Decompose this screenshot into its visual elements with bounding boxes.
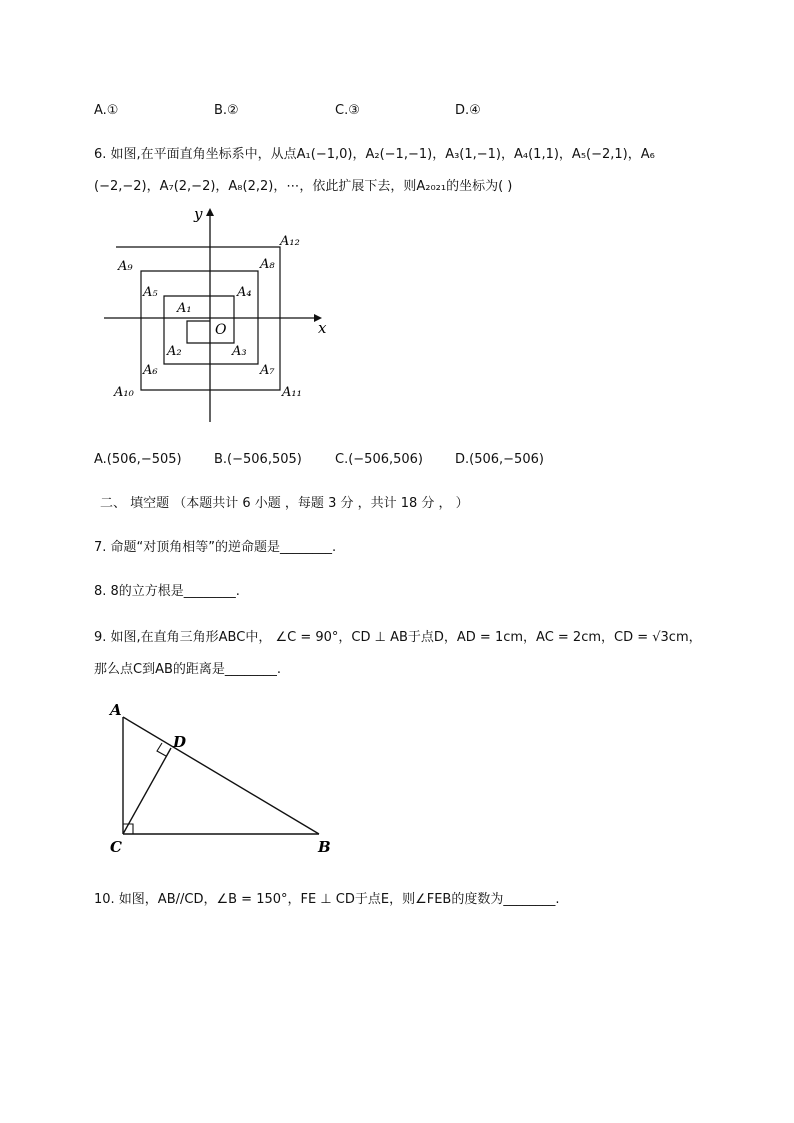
right-angle-d	[157, 743, 166, 756]
altitude-cd	[123, 748, 171, 834]
label-a12: A₁₂	[280, 234, 300, 249]
axis-label-x: x	[318, 319, 327, 337]
side-ab	[123, 717, 319, 834]
label-a2: A₂	[167, 344, 182, 359]
label-a1: A₁	[177, 301, 192, 316]
q5-option-b: B.②	[214, 103, 239, 118]
q6-text-line2: (−2,−2)，A₇(2,−2)，A₈(2,2)，⋯，依此扩展下去，则A₂₀₂₁的坐标为( )	[94, 179, 513, 194]
q6-option-c: C.(−506,506)	[335, 452, 424, 467]
vertex-label-c: C	[110, 838, 122, 856]
vertex-label-a: A	[110, 701, 122, 719]
q6-spiral-figure	[100, 200, 340, 430]
q9-text-line1: 9. 如图,在直角三角形ABC中， ∠C = 90°，CD ⊥ AB于点D，AD = 1cm，AC = 2cm，CD = √3cm，	[94, 630, 702, 645]
q9-text-line2: 那么点C到AB的距离是________.	[94, 662, 282, 677]
label-a5: A₅	[143, 285, 158, 300]
label-a8: A₈	[260, 257, 275, 272]
label-a4: A₄	[237, 285, 252, 300]
q6-option-a: A.(506,−505)	[94, 452, 182, 467]
q9-triangle-figure	[100, 695, 345, 865]
q8-text: 8. 8的立方根是________.	[94, 584, 240, 599]
label-a3: A₃	[232, 344, 247, 359]
q6-option-b: B.(−506,505)	[214, 452, 302, 467]
section-heading: 二、 填空题 （本题共计 6 小题 ，每题 3 分 ，共计 18 分 ， ）	[100, 496, 469, 511]
q6-option-d: D.(506,−506)	[455, 452, 544, 467]
q7-text: 7. 命题“对顶角相等”的逆命题是________.	[94, 540, 337, 555]
q5-option-c: C.③	[335, 103, 360, 118]
label-a7: A₇	[260, 363, 275, 378]
axis-label-y: y	[194, 205, 203, 223]
vertex-label-b: B	[318, 838, 331, 856]
origin-label: O	[215, 322, 227, 338]
label-a11: A₁₁	[282, 385, 302, 400]
q5-option-d: D.④	[455, 103, 481, 118]
label-a6: A₆	[143, 363, 158, 378]
y-axis-arrow	[206, 208, 214, 216]
q5-option-a: A.①	[94, 103, 119, 118]
vertex-label-d: D	[173, 733, 187, 751]
label-a10: A₁₀	[114, 385, 134, 400]
q10-text: 10. 如图，AB//CD，∠B = 150°，FE ⊥ CD于点E，则∠FEB的度数为________.	[94, 892, 560, 907]
q6-text-line1: 6. 如图,在平面直角坐标系中，从点A₁(−1,0)，A₂(−1,−1)，A₃(1,−1)，A₄(1,1)，A₅(−2,1)，A₆	[94, 147, 655, 162]
label-a9: A₉	[118, 259, 133, 274]
